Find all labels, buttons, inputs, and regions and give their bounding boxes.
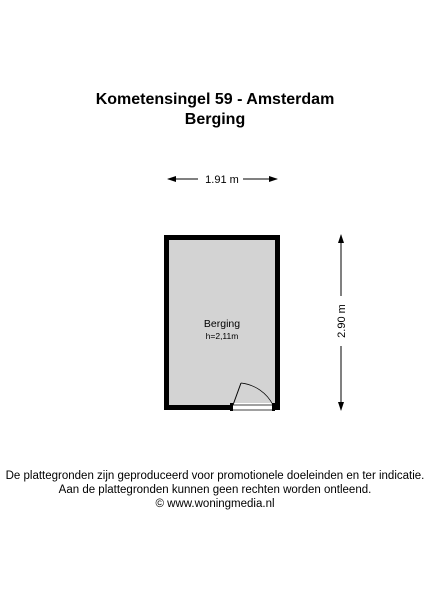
- depth-dimension-label: 2.90 m: [336, 304, 348, 338]
- room-height-label: h=2,11m: [205, 331, 239, 341]
- room-berging: [164, 235, 280, 411]
- page-title: Kometensingel 59 - Amsterdam: [95, 91, 335, 108]
- width-dimension: [167, 174, 278, 186]
- depth-dimension: [336, 234, 348, 411]
- room-name-label: Berging: [203, 318, 241, 330]
- disclaimer-line-2: Aan de plattegronden kunnen geen rechten worden ontleend.: [58, 484, 372, 496]
- door-jamb-left: [230, 403, 233, 411]
- disclaimer-line-1: De plattegronden zijn geproduceerd voor promotionele doeleinden en ter indicatie.: [5, 470, 425, 482]
- floor-name: Berging: [184, 111, 246, 128]
- width-dimension-label: 1.91 m: [205, 174, 239, 186]
- width-arrow-right: [269, 176, 278, 182]
- copyright-line: © www.woningmedia.nl: [155, 498, 275, 510]
- depth-arrow-top: [338, 234, 344, 243]
- depth-arrow-bottom: [338, 402, 344, 411]
- width-arrow-left: [167, 176, 176, 182]
